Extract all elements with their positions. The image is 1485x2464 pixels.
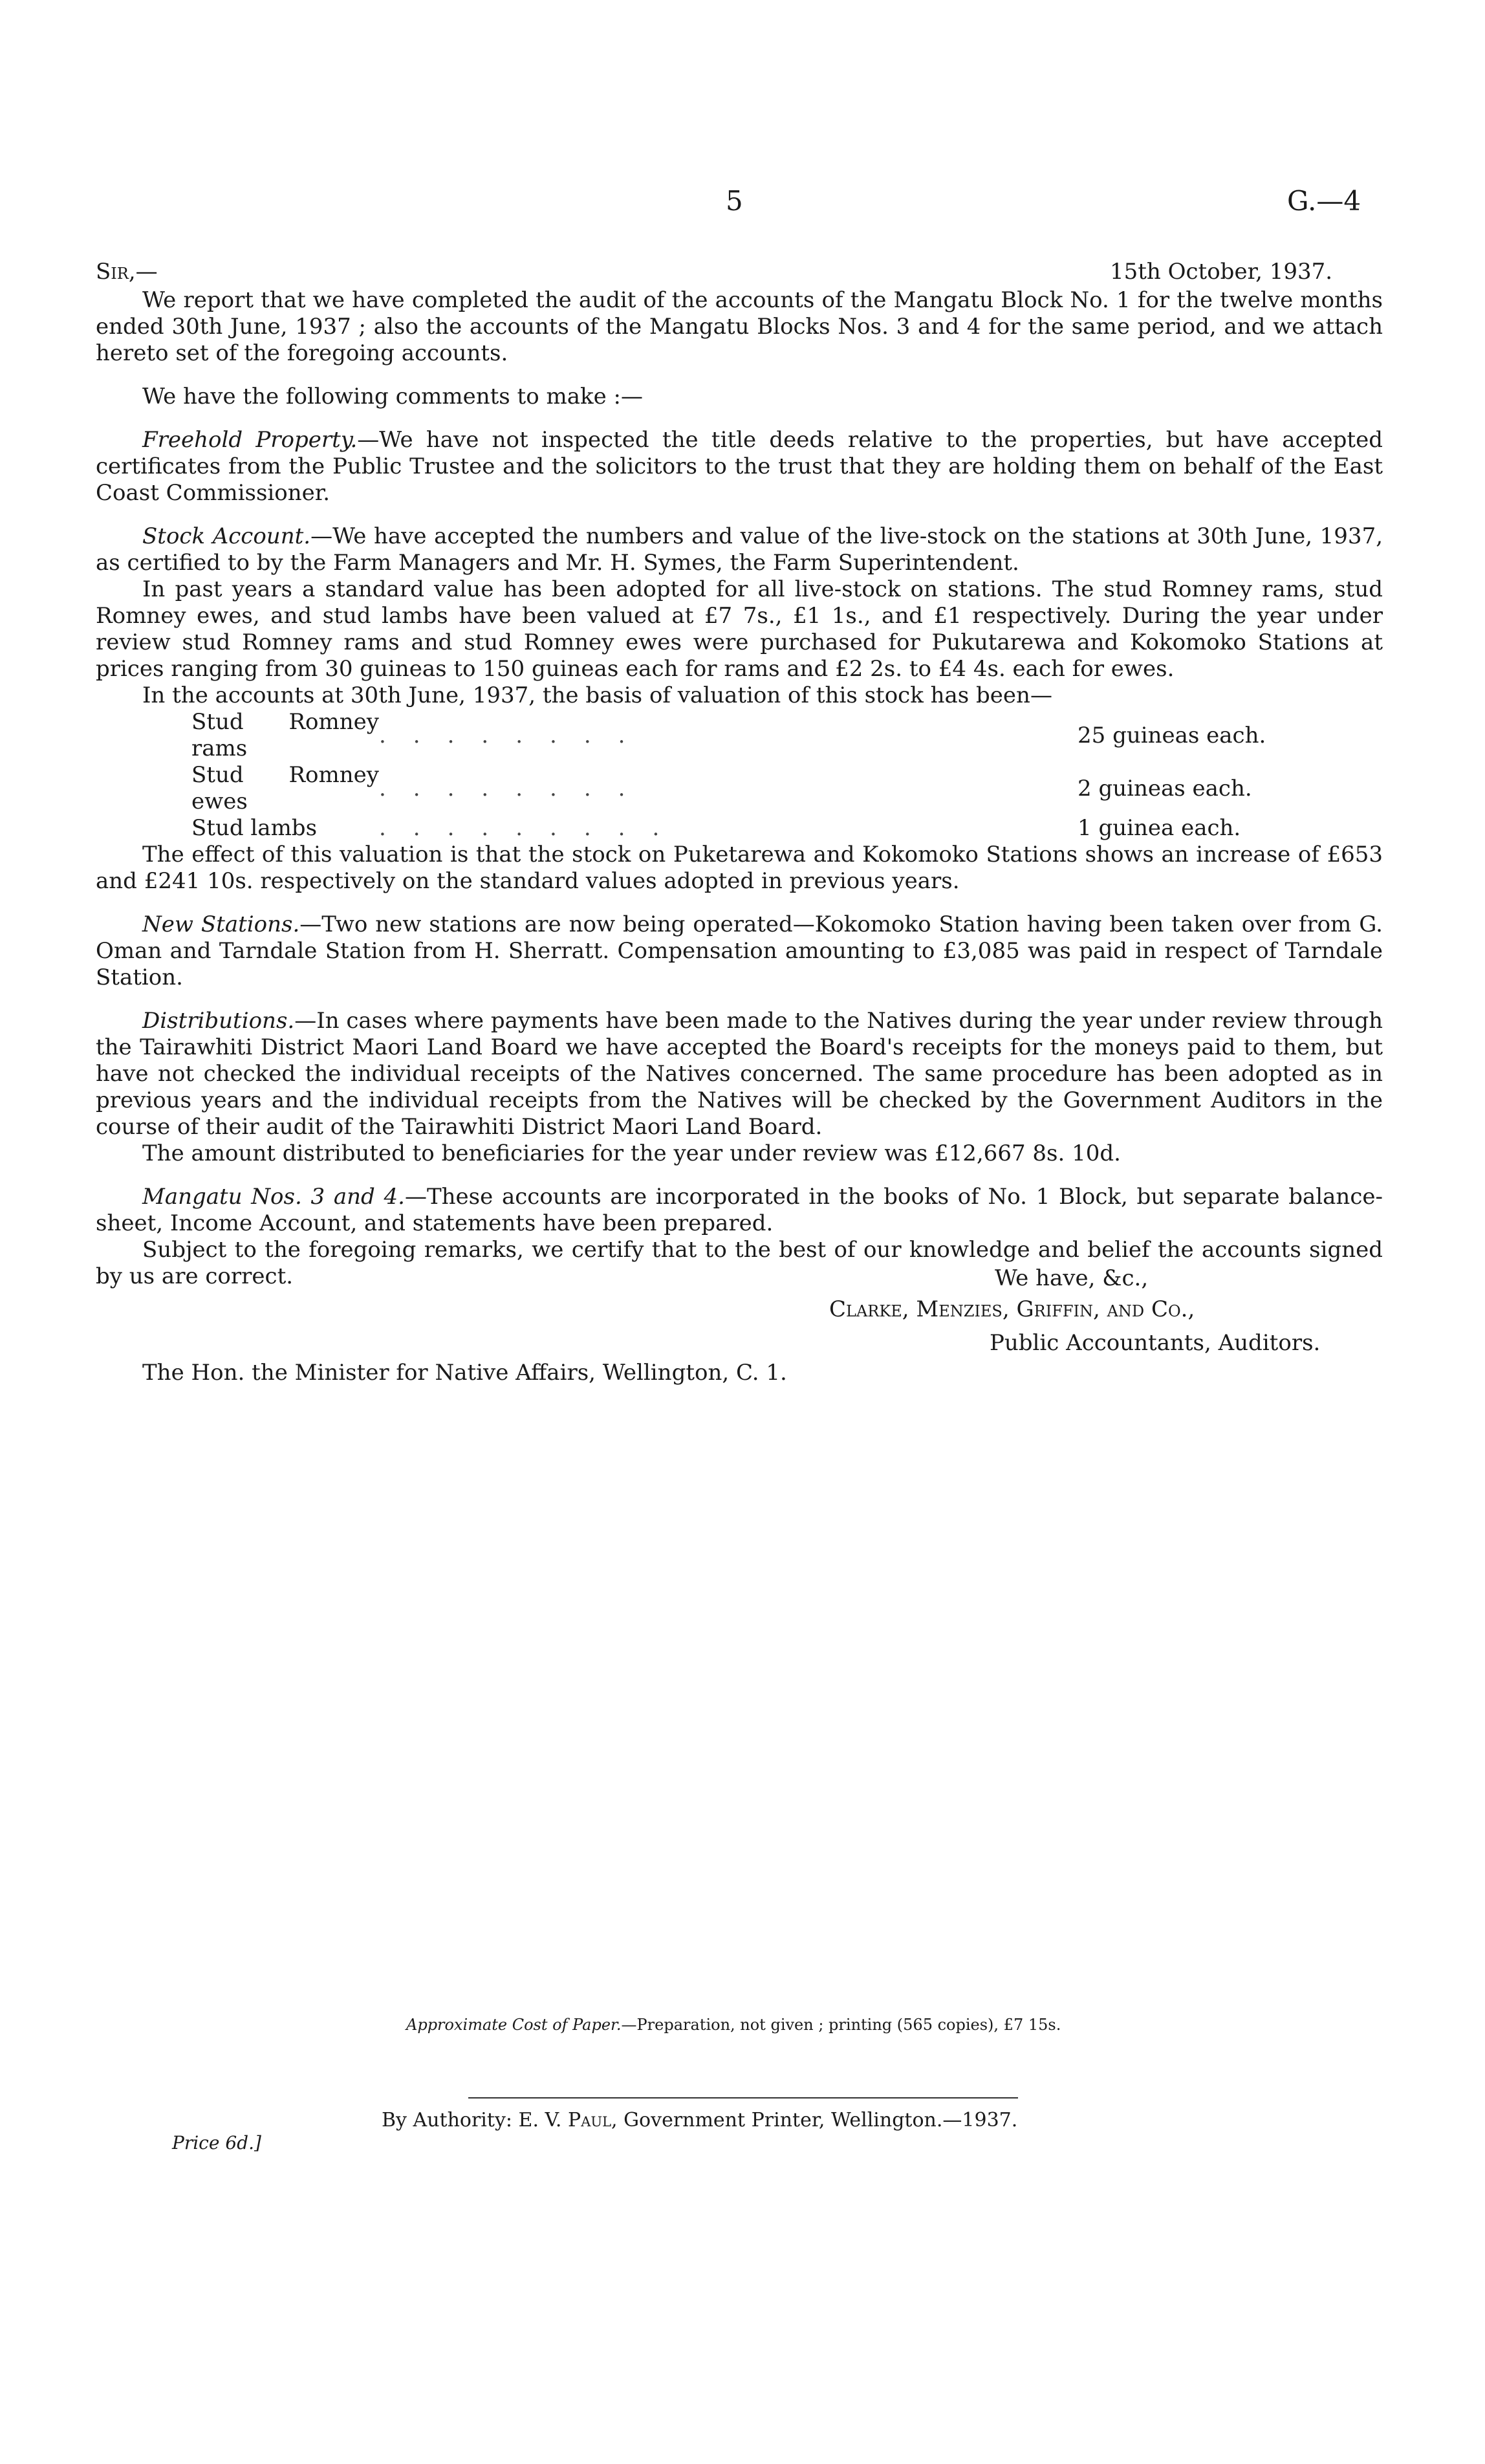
intro-paragraph: We report that we have completed the audit of the accounts of the Mangatu Block No. 1 for the twelve months ended 30th June, 1937 ; also the accounts of the Mangatu Blocks Nos. 3 and 4 for the same period, and we attach hereto set of the foregoing accounts. xyxy=(96,287,1383,366)
cost-label: Approximate Cost of Paper. xyxy=(406,2016,622,2034)
table-row xyxy=(191,762,1323,815)
freehold-paragraph xyxy=(96,427,1383,507)
stock-paragraph xyxy=(96,523,1383,576)
distributions-heading: Distributions. xyxy=(142,1008,295,1034)
firm-name: Clarke, Menzies, Griffin, and Co., xyxy=(829,1296,1195,1322)
letter-body xyxy=(96,287,1383,1290)
price: Price 6d.] xyxy=(172,2132,261,2153)
stock-heading: Stock Account. xyxy=(142,523,311,549)
stock-text: —We have accepted the numbers and value of the live-stock on the stations at 30th June, 1937, as certified to by the Farm Managers and Mr. H. Symes, the Farm Superintendent. xyxy=(96,523,1383,576)
cost-text: —Preparation, not given ; printing (565 copies), £7 15s. xyxy=(621,2016,1061,2034)
stock-item: Stud Romney rams xyxy=(191,709,379,761)
mangatu-heading: Mangatu Nos. 3 and 4. xyxy=(142,1184,405,1210)
divider-rule xyxy=(468,2097,1018,2099)
stock-value: 1 guinea each. xyxy=(1078,815,1241,841)
distributions-paragraph xyxy=(96,1008,1383,1140)
stock-paragraph-4: The effect of this valuation is that the stock on Puketarewa and Kokomoko Stations shows an increase of £653 and £241 10s. respectively on the standard values adopted in previous years. xyxy=(96,842,1383,894)
stock-valuation-table xyxy=(191,709,1323,842)
leader-dots: ........ xyxy=(379,775,653,801)
authority-name: Paul xyxy=(568,2109,612,2131)
cost-note xyxy=(406,2016,1061,2034)
leader-dots: ........ xyxy=(379,722,653,748)
mangatu-paragraph xyxy=(96,1184,1383,1237)
table-row xyxy=(191,815,1323,842)
mangatu-text: —These accounts are incorporated in the books of No. 1 Block, but separate balance-sheet, Income Account, and statements have been prepared. xyxy=(96,1184,1383,1236)
comments-intro: We have the following comments to make :— xyxy=(142,384,643,409)
distributions-paragraph-2: The amount distributed to beneficiaries for the year under review was £12,667 8s. 10d. xyxy=(142,1140,1121,1166)
authority-prefix: By Authority: E. V. xyxy=(382,2109,569,2131)
certification-paragraph: Subject to the foregoing remarks, we certify that to the best of our knowledge and belief the accounts signed by us are correct. xyxy=(96,1237,1383,1289)
leader-dots: ......... xyxy=(379,815,687,841)
new-stations-heading: New Stations. xyxy=(142,911,300,937)
freehold-text: —We have not inspected the title deeds relative to the properties, but have accepted certificates from the Public Trustee and the solicitors to the trust that they are holding them on behalf of the East Coast Commissioner. xyxy=(96,427,1383,506)
stock-paragraph-3: In the accounts at 30th June, 1937, the basis of valuation of this stock has been— xyxy=(142,682,1052,708)
freehold-heading: Freehold Property. xyxy=(142,427,358,453)
letter-date: 15th October, 1937. xyxy=(1110,259,1333,285)
distributions-text: —In cases where payments have been made to the Natives during the year under review through the Tairawhiti District Maori Land Board we have accepted the Board's receipts for the moneys paid to them, but have not checked the individual receipts of the Natives concerned. The same procedure has been adopted as in previous years and the individual receipts from the Natives will be checked by the Government Auditors in the course of their audit of the Tairawhiti District Maori Land Board. xyxy=(96,1008,1383,1140)
new-stations-text: —Two new stations are now being operated—Kokomoko Station having been taken over from G. Oman and Tarndale Station from H. Sherratt. Compensation amounting to £3,085 was paid in respect of Tarndale Station. xyxy=(96,911,1383,990)
addressee: The Hon. the Minister for Native Affairs, Wellington, C. 1. xyxy=(142,1360,787,1386)
salutation: Sir,— xyxy=(96,259,158,285)
firm-title: Public Accountants, Auditors. xyxy=(990,1330,1321,1356)
new-stations-paragraph xyxy=(96,911,1383,991)
stock-item: Stud Romney ewes xyxy=(191,762,379,814)
table-row xyxy=(191,709,1323,762)
closing: We have, &c., xyxy=(995,1265,1149,1291)
stock-item: Stud lambs xyxy=(191,815,318,841)
stock-paragraph-2: In past years a standard value has been adopted for all live-stock on stations. The stud Romney rams, stud Romney ewes, and stud lambs have been valued at £7 7s., £1 1s., and £1 respectively. During the year under review stud Romney rams and stud Romney ewes were purchased for Pukutarewa and Kokomoko Stations at prices ranging from 30 guineas to 150 guineas each for rams and £2 2s. to £4 4s. each for ewes. xyxy=(96,576,1383,682)
stock-value: 25 guineas each. xyxy=(1078,722,1266,748)
stock-value: 2 guineas each. xyxy=(1078,775,1252,801)
document-code: G.—4 xyxy=(1287,185,1361,217)
page-number: 5 xyxy=(726,185,743,217)
authority-suffix: , Government Printer, Wellington.—1937. xyxy=(611,2109,1018,2131)
authority-line xyxy=(382,2109,1017,2131)
